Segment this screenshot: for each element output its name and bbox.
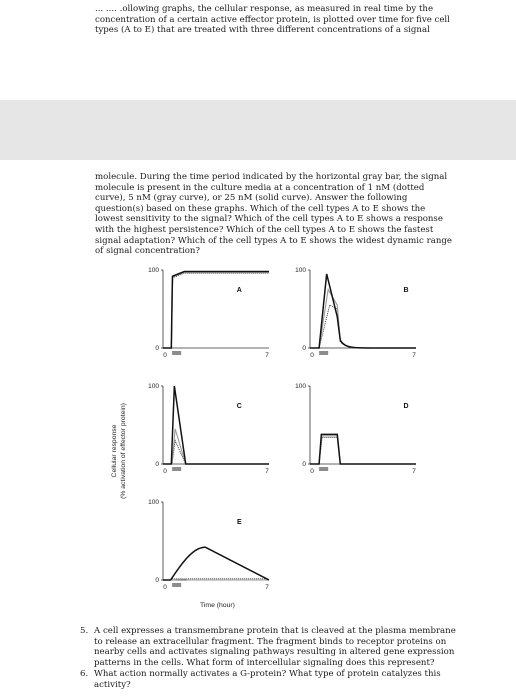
y-axis-label (108, 386, 127, 516)
chart-panel-b (292, 262, 420, 374)
y-tick-label: 100 (295, 383, 306, 390)
curve-1nM-dotted (163, 273, 269, 348)
curve-25nM-solid (310, 274, 416, 348)
x-axis-label: Time (hour) (200, 602, 235, 609)
chart-panel-d (292, 378, 420, 490)
question-item (80, 669, 460, 690)
page-top-section (0, 0, 516, 100)
signal-duration-bar (319, 351, 328, 355)
chart-svg-a (145, 262, 273, 374)
question-text: A cell expresses a transmembrane protein that is cleaved at the plasma membrane to release an extracellular fragment. The fragment binds to receptor proteins on nearby cells and activates signaling pathways resulting in altered gene expression patterns in the cells. What form of intercellular signaling does this represent? (94, 626, 456, 668)
panel-label: E (236, 519, 242, 526)
chart-svg-b (292, 262, 420, 374)
curve-25nM-solid (163, 272, 269, 348)
curve-25nM-solid (163, 547, 269, 580)
chart-svg-e (145, 494, 273, 606)
y-tick-label: 0 (155, 461, 159, 468)
y-tick-label: 100 (148, 499, 159, 506)
y-tick-label: 0 (155, 345, 159, 352)
y-tick-label: 100 (295, 267, 306, 274)
x-tick-label: 0 (163, 468, 167, 475)
curve-25nM-solid (163, 386, 269, 464)
x-tick-label: 7 (412, 352, 416, 359)
curve-25nM-solid (310, 434, 416, 464)
question-text: What action normally activates a G-protein? What type of protein catalyzes this activity? (94, 669, 441, 690)
curve-5nM-gray (310, 436, 416, 464)
y-tick-label: 0 (155, 577, 159, 584)
intro-paragraph: ... .... .ollowing graphs, the cellular response, as measured in real time by the concentration of a certain active effector protein, is plotted over time for five cell types (A to E) that are treated with three different concentrations of a signal (95, 4, 450, 36)
y-tick-label: 100 (148, 383, 159, 390)
x-tick-label: 0 (163, 352, 167, 359)
chart-panel-e (145, 494, 273, 606)
curve-1nM-dotted (310, 437, 416, 464)
question-paragraph: molecule. During the time period indicated by the horizontal gray bar, the signal molecule is present in the culture media at a concentration of 1 nM (dotted curve), 5 nM (gray curve), or 25 nM (solid curve). Answer the following question(s) based on these graphs. Which of the cell types A to E shows the lowest sensitivity to the signal? Which of the cell types A to E shows a response with the highest persistence? Which of the cell types A to E shows the fastest signal adaptation? Which of the cell types A to E shows the widest dynamic range of signal concentration? (95, 172, 452, 257)
curve-5nM-gray (163, 429, 269, 464)
curve-5nM-gray (310, 290, 416, 349)
x-tick-label: 7 (265, 584, 269, 591)
signal-duration-bar (172, 583, 181, 587)
signal-duration-bar (172, 351, 181, 355)
question-list (80, 626, 460, 692)
question-number: 5. (80, 626, 89, 636)
curve-1nM-dotted (310, 305, 416, 348)
y-tick-label: 0 (302, 461, 306, 468)
chart-panel-a (145, 262, 273, 374)
chart-panel-c (145, 378, 273, 490)
chart-svg-d (292, 378, 420, 490)
chart-svg-c (145, 378, 273, 490)
x-tick-label: 0 (163, 584, 167, 591)
x-tick-label: 7 (265, 468, 269, 475)
panel-label: A (236, 287, 242, 294)
curve-5nM-gray (163, 272, 269, 348)
x-tick-label: 7 (412, 468, 416, 475)
x-tick-label: 0 (310, 468, 314, 475)
signal-duration-bar (172, 467, 181, 471)
panel-label: B (403, 287, 409, 294)
page-break-band (0, 100, 516, 160)
x-tick-label: 0 (310, 352, 314, 359)
y-tick-label: 0 (302, 345, 306, 352)
panel-label: C (236, 403, 242, 410)
signal-duration-bar (319, 467, 328, 471)
question-item (80, 626, 460, 668)
y-tick-label: 100 (148, 267, 159, 274)
curve-1nM-dotted (163, 441, 269, 464)
x-tick-label: 7 (265, 352, 269, 359)
panel-label: D (403, 403, 409, 410)
y-axis-label-line1: Cellular response (111, 424, 118, 478)
question-number: 6. (80, 669, 89, 680)
y-axis-label-line2: (% activation of effector protein) (120, 403, 127, 499)
